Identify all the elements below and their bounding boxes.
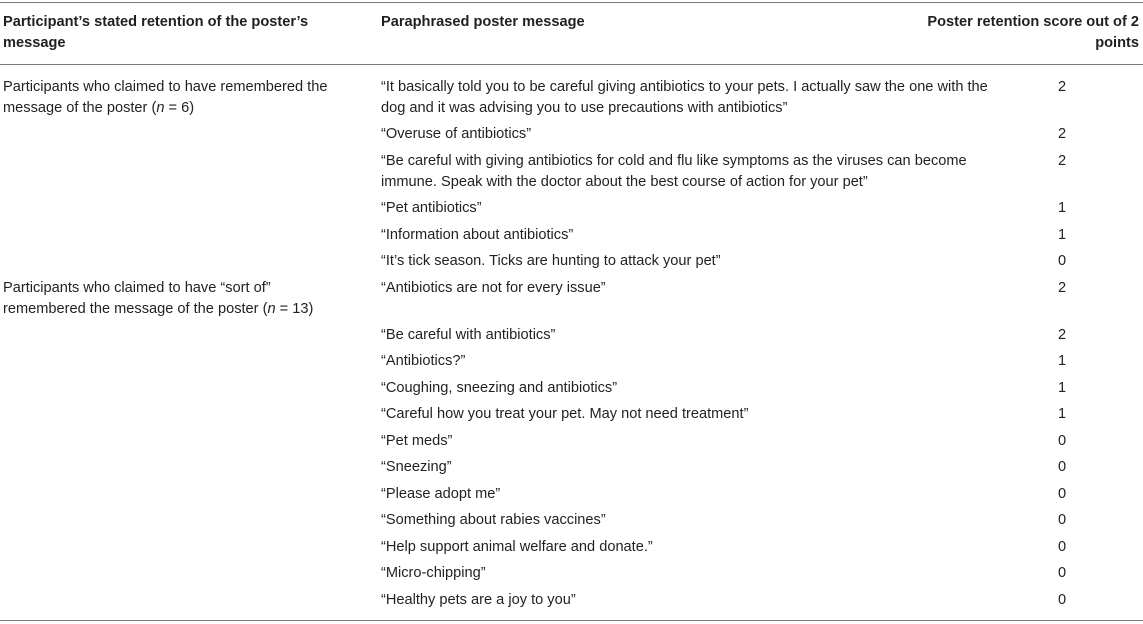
table-row-message: “Coughing, sneezing and antibiotics” xyxy=(381,380,618,396)
table-row-score: 0 xyxy=(1057,459,1067,475)
table-row-message: “Micro-chipping” xyxy=(381,565,486,581)
table-row-message: “Careful how you treat your pet. May not need treatment” xyxy=(381,406,749,422)
table-row-score: 1 xyxy=(1057,353,1067,369)
table-row-message: “Pet meds” xyxy=(381,433,453,449)
table-row-score: 2 xyxy=(1057,126,1067,142)
table-row-score: 0 xyxy=(1057,253,1067,269)
table-row-message: “Please adopt me” xyxy=(381,486,501,502)
table-row-score: 1 xyxy=(1057,380,1067,396)
table-row-message: “Information about antibiotics” xyxy=(381,227,574,243)
table-row-score: 2 xyxy=(1057,79,1067,95)
table-row-message: “Be careful with antibiotics” xyxy=(381,327,556,343)
header-retention-score: Poster retention score out of 2 points xyxy=(927,14,1139,51)
table-row-score: 1 xyxy=(1057,227,1067,243)
table-top-rule xyxy=(0,2,1143,3)
table-row-message: “Be careful with giving antibiotics for cold and flu like symptoms as the viruses can become immune. Speak with the doctor about the best course of action for your pet” xyxy=(381,153,967,190)
table-row-message: “Healthy pets are a joy to you” xyxy=(381,592,576,608)
table-row-score: 0 xyxy=(1057,539,1067,555)
table-row-message: “It basically told you to be careful giving antibiotics to your pets. I actually saw the one with the dog and it was advising you to use precautions with antibiotics” xyxy=(381,79,988,116)
table-row-message: “Sneezing” xyxy=(381,459,452,475)
table-row-score: 1 xyxy=(1057,200,1067,216)
group-label-sort-of-remembered: Participants who claimed to have “sort of” remembered the message of the poster (n = 13) xyxy=(3,280,314,317)
table-row-message: “Something about rabies vaccines” xyxy=(381,512,606,528)
header-rule xyxy=(0,64,1143,65)
header-paraphrased-message: Paraphrased poster message xyxy=(381,14,585,30)
table-row-message: “Overuse of antibiotics” xyxy=(381,126,532,142)
table-row-score: 2 xyxy=(1057,280,1067,296)
table-row-message: “It’s tick season. Ticks are hunting to attack your pet” xyxy=(381,253,721,269)
table-row-message: “Pet antibiotics” xyxy=(381,200,482,216)
table-row-score: 0 xyxy=(1057,486,1067,502)
table-row-message: “Antibiotics are not for every issue” xyxy=(381,280,606,296)
table-bottom-rule xyxy=(0,620,1143,621)
group-label-remembered: Participants who claimed to have remembered the message of the poster (n = 6) xyxy=(3,79,328,116)
table-row-score: 0 xyxy=(1057,565,1067,581)
table-row-score: 0 xyxy=(1057,592,1067,608)
table-row-message: “Antibiotics?” xyxy=(381,353,466,369)
table-row-score: 1 xyxy=(1057,406,1067,422)
header-stated-retention: Participant’s stated retention of the poster’s message xyxy=(3,14,309,51)
table-row-score: 0 xyxy=(1057,433,1067,449)
table-row-message: “Help support animal welfare and donate.” xyxy=(381,539,653,555)
table-row-score: 2 xyxy=(1057,327,1067,343)
table-row-score: 2 xyxy=(1057,153,1067,169)
table-row-score: 0 xyxy=(1057,512,1067,528)
